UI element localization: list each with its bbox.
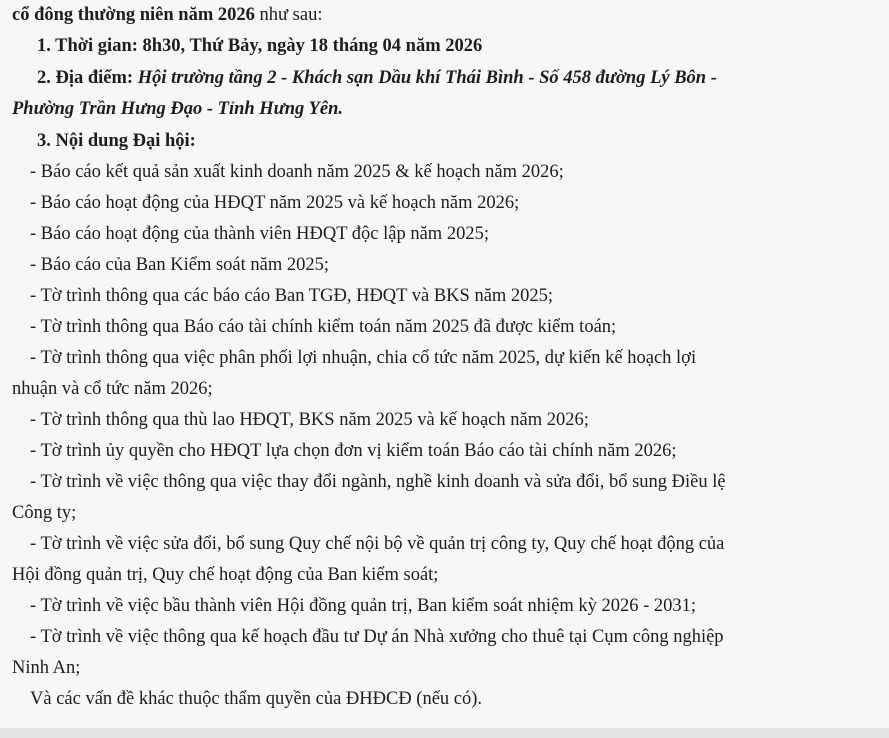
venue-line-1: [37, 63, 717, 94]
agenda-item: - Tờ trình về việc bầu thành viên Hội đồng quản trị, Ban kiểm soát nhiệm kỳ 2026 - 2031;: [30, 596, 697, 616]
agenda-item-continued: Ninh An;: [12, 658, 81, 678]
agenda-item-continued: nhuận và cổ tức năm 2026;: [12, 379, 213, 399]
agenda-item: - Tờ trình về việc thông qua kế hoạch đầu tư Dự án Nhà xưởng cho thuê tại Cụm công nghiệp: [30, 627, 724, 647]
meeting-time: 1. Thời gian: 8h30, Thứ Bảy, ngày 18 tháng 04 năm 2026: [37, 36, 483, 56]
agenda-item: - Tờ trình thông qua việc phân phối lợi nhuận, chia cổ tức năm 2025, dự kiến kế hoạch lợi: [30, 348, 697, 368]
agenda-item: - Tờ trình về việc sửa đổi, bổ sung Quy chế nội bộ về quản trị công ty, Quy chế hoạt động của: [30, 534, 725, 554]
agenda-item-continued: Hội đồng quản trị, Quy chế hoạt động của Ban kiểm soát;: [12, 565, 439, 585]
agenda-item: - Tờ trình thông qua Báo cáo tài chính kiểm toán năm 2025 đã được kiểm toán;: [30, 317, 617, 337]
intro-line: [12, 0, 322, 31]
agenda-item: - Báo cáo hoạt động của HĐQT năm 2025 và kế hoạch năm 2026;: [30, 193, 520, 213]
intro-rest: như sau:: [254, 5, 323, 25]
page-bottom-edge: [0, 728, 889, 738]
agenda-item: - Tờ trình thông qua thù lao HĐQT, BKS năm 2025 và kế hoạch năm 2026;: [30, 410, 589, 430]
intro-bold: cổ đông thường niên năm 2026: [12, 5, 255, 25]
agenda-item: - Tờ trình thông qua các báo cáo Ban TGĐ, HĐQT và BKS năm 2025;: [30, 286, 554, 306]
agenda-item: - Báo cáo hoạt động của thành viên HĐQT độc lập năm 2025;: [30, 224, 489, 244]
agenda-item: - Báo cáo của Ban Kiểm soát năm 2025;: [30, 255, 329, 275]
agenda-item-continued: Công ty;: [12, 503, 77, 523]
agenda-item: - Báo cáo kết quả sản xuất kinh doanh năm 2025 & kế hoạch năm 2026;: [30, 162, 564, 182]
agenda-heading: 3. Nội dung Đại hội:: [37, 131, 196, 151]
venue-value-2: Phường Trần Hưng Đạo - Tỉnh Hưng Yên.: [12, 99, 344, 119]
agenda-closing: Và các vấn đề khác thuộc thẩm quyền của ĐHĐCĐ (nếu có).: [30, 689, 483, 709]
agenda-item: - Tờ trình ủy quyền cho HĐQT lựa chọn đơn vị kiểm toán Báo cáo tài chính năm 2026;: [30, 441, 677, 461]
venue-value-1: Hội trường tầng 2 - Khách sạn Dầu khí Thái Bình - Số 458 đường Lý Bôn -: [137, 68, 717, 88]
venue-label: 2. Địa điểm:: [37, 68, 138, 88]
agenda-item: - Tờ trình về việc thông qua việc thay đổi ngành, nghề kinh doanh và sửa đổi, bổ sung Điều lệ: [30, 472, 726, 492]
